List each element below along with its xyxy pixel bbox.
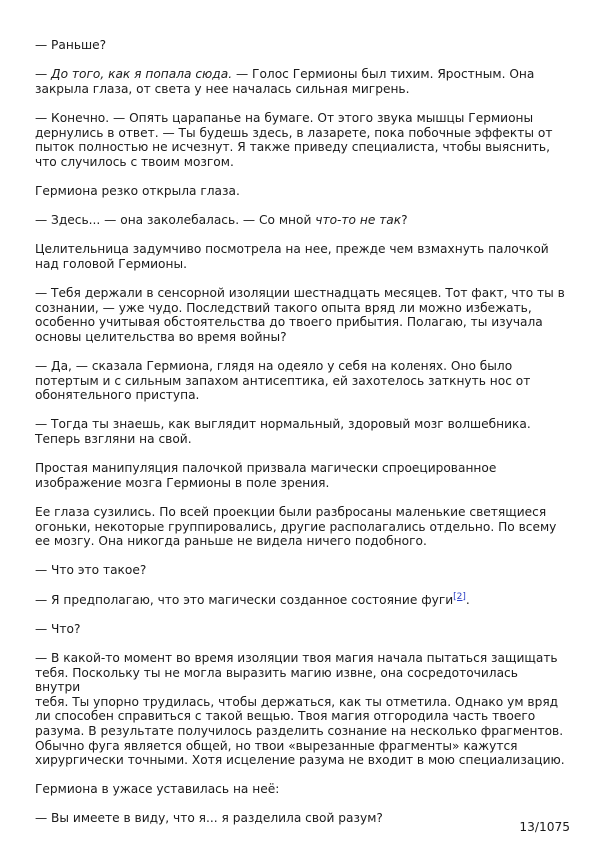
paragraph	[35, 184, 565, 199]
text-run: — Да, — сказала Гермиона, глядя на одеяло у себя на коленях. Оно было потертым и с сильным запахом антисептика, ей захотелось заткнуть нос от обонятельного приступа.	[35, 359, 531, 403]
text-run: Целительница задумчиво посмотрела на нее, прежде чем взмахнуть палочкой над головой Гермионы.	[35, 242, 549, 271]
footnote-link[interactable]: [2]	[453, 591, 466, 602]
text-run: Ее глаза сузились. По всей проекции были разбросаны маленькие светящиеся огоньки, некоторые группировались, другие располагались отдельно. По всему ее мозгу. Она никогда раньше не видела ничего подобного.	[35, 505, 557, 549]
paragraph	[35, 651, 565, 768]
paragraph	[35, 286, 565, 344]
text-run: — Здесь... — она заколебалась. — Со мной	[35, 213, 316, 228]
paragraph	[35, 593, 565, 608]
text-run: ?	[401, 213, 408, 228]
text-run: — Я предполагаю, что это магически созданное состояние фуги	[35, 592, 454, 607]
text-run: — Что?	[35, 621, 81, 636]
text-run: — Что это такое?	[35, 563, 147, 578]
italic-text: — До того, как я попала сюда.	[35, 67, 233, 82]
paragraph	[35, 811, 565, 826]
text-run: — Тогда ты знаешь, как выглядит нормальный, здоровый мозг волшебника. Теперь взгляни на свой.	[35, 417, 531, 447]
paragraph	[35, 417, 565, 446]
page-number: 13/1075	[519, 820, 570, 834]
page-body	[35, 38, 565, 841]
text-run: Простая манипуляция палочкой призвала магически спроецированное изображение мозга Гермионы в поле зрения.	[35, 461, 497, 490]
paragraph	[35, 67, 565, 96]
paragraph	[35, 213, 565, 228]
paragraph	[35, 461, 565, 490]
paragraph	[35, 359, 565, 403]
paragraph	[35, 242, 565, 271]
paragraph	[35, 782, 565, 797]
text-run: Гермиона в ужасе уставилась на неё:	[35, 782, 280, 797]
paragraph	[35, 111, 565, 169]
paragraph	[35, 622, 565, 637]
paragraph	[35, 563, 565, 578]
text-run: — В какой-то момент во время изоляции твоя магия начала пытаться защищать тебя. Поскольку ты не могла выразить магию извне, она сосредоточилась внутри тебя. Ты упорно трудилась, чтобы держаться, как ты отметила. Однако ум вряд ли способен справиться с такой вещью. Твоя магия отгородила часть твоего разума. В результате получилось разделить сознание на несколько фрагментов. Обычно фуга является общей, но твои «вырезанные фрагменты» кажутся хирургически точными. Хотя исцеление разума не входит в мою специализацию.	[35, 650, 565, 768]
text-run: — Голос Гермионы был тихим. Яростным. Она закрыла глаза, от света у нее началась сильная мигрень.	[35, 67, 535, 96]
paragraph	[35, 38, 565, 53]
text-run: — Раньше?	[35, 38, 107, 52]
text-run: — Тебя держали в сенсорной изоляции шестнадцать месяцев. Тот факт, что ты в сознании, — уже чудо. Последствий такого опыта вряд ли можно избежать, особенно учитывая обстоятельства до твоего прибытия. Полагаю, ты изучала основы целительства во время войны?	[35, 286, 565, 344]
text-run: — Вы имеете в виду, что я... я разделила свой разум?	[35, 811, 383, 826]
paragraph	[35, 505, 565, 549]
italic-text: что-то не так	[315, 213, 402, 228]
text-run: — Конечно. — Опять царапанье на бумаге. От этого звука мышцы Гермионы дернулись в ответ. — Ты будешь здесь, в лазарете, пока побочные эффекты от пыток полностью не исчезнут. Я также приведу специалиста, чтобы выяснить, что случилось с твоим мозгом.	[35, 110, 553, 169]
text-run: .	[465, 592, 470, 607]
text-run: Гермиона резко открыла глаза.	[35, 183, 240, 198]
